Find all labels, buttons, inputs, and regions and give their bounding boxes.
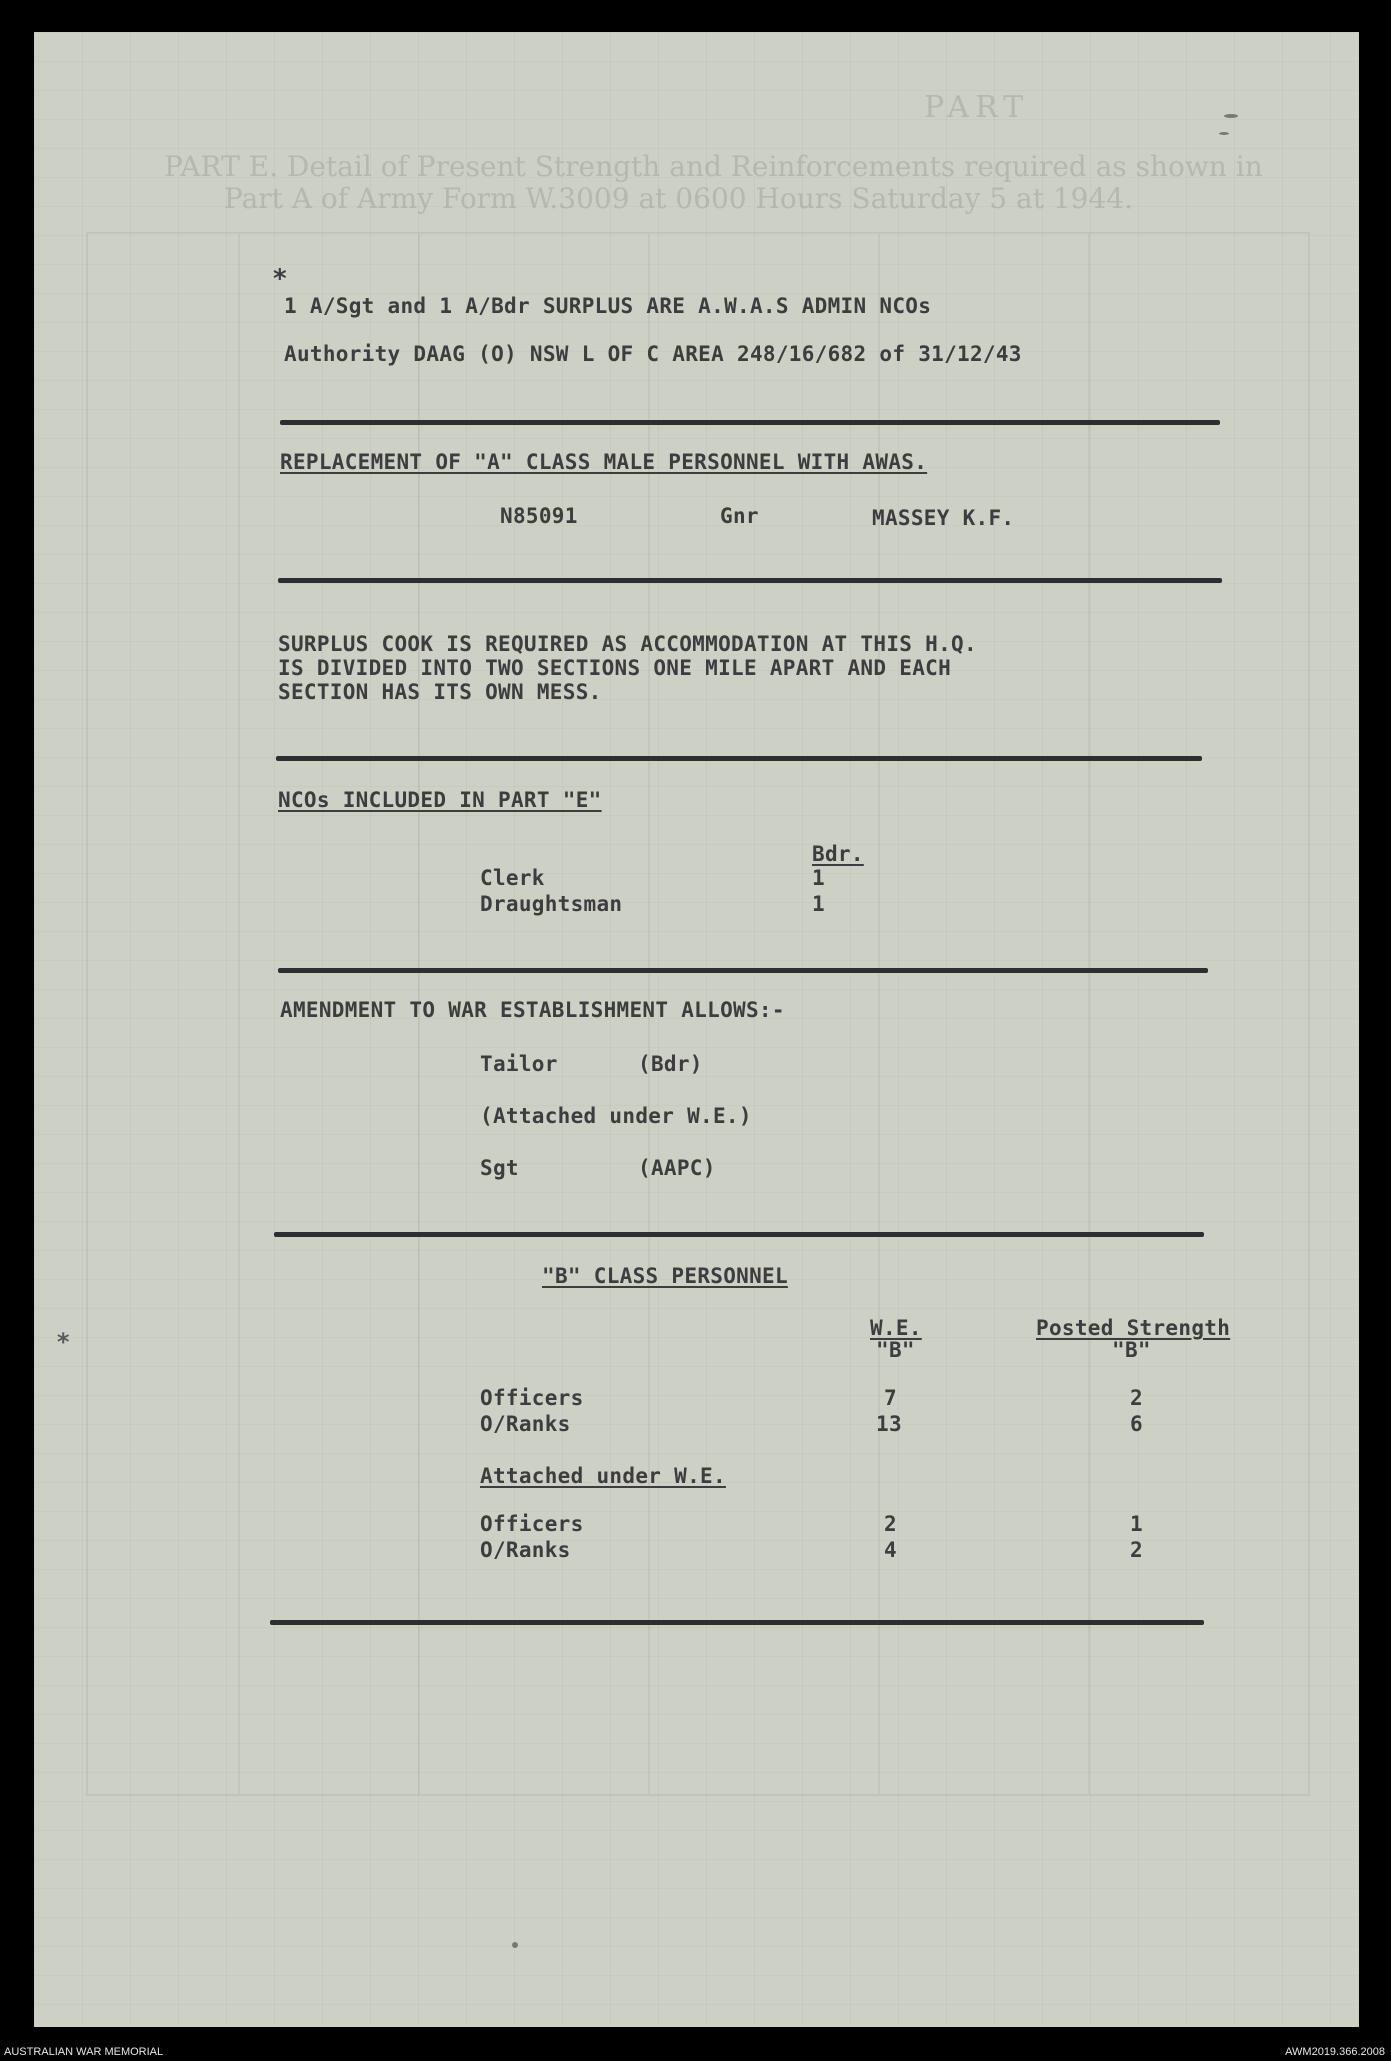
b-class-attached-row-posted: 1	[1130, 1512, 1143, 1536]
b-class-posted-sub: "B"	[1112, 1338, 1151, 1362]
cook-note-line2: IS DIVIDED INTO TWO SECTIONS ONE MILE APART AND EACH	[278, 656, 952, 680]
divider-rule	[270, 1620, 1204, 1625]
b-class-row-posted: 2	[1130, 1386, 1143, 1410]
faint-form-title-line1: PART E. Detail of Present Strength and Reinforcements required as shown in	[164, 150, 1263, 183]
b-class-attached-row-label: O/Ranks	[480, 1538, 571, 1562]
b-class-attached-row-posted: 2	[1130, 1538, 1143, 1562]
ncos-row-value: 1	[812, 866, 825, 890]
b-class-attached-row-we: 2	[884, 1512, 897, 1536]
margin-asterisk: *	[56, 1328, 71, 1356]
divider-rule	[278, 968, 1208, 973]
divider-rule	[280, 420, 1220, 425]
b-class-attached-row-we: 4	[884, 1538, 897, 1562]
ink-speck	[512, 1942, 518, 1948]
amendment-tailor: Tailor	[480, 1052, 558, 1076]
b-class-attached-heading: Attached under W.E.	[480, 1464, 726, 1488]
replacement-rank: Gnr	[720, 504, 759, 528]
b-class-attached-row-label: Officers	[480, 1512, 584, 1536]
document-page	[34, 32, 1359, 2027]
surplus-ncos-line: 1 A/Sgt and 1 A/Bdr SURPLUS ARE A.W.A.S ADMIN NCOs	[284, 294, 932, 318]
ncos-row-label: Clerk	[480, 866, 545, 890]
ncos-heading: NCOs INCLUDED IN PART "E"	[278, 788, 602, 812]
ink-speck	[1224, 114, 1238, 118]
ncos-col-header: Bdr.	[812, 842, 864, 866]
replacement-heading: REPLACEMENT OF "A" CLASS MALE PERSONNEL WITH AWAS.	[280, 450, 928, 474]
replacement-number: N85091	[500, 504, 578, 528]
ncos-row-label: Draughtsman	[480, 892, 623, 916]
b-class-row-we: 13	[876, 1412, 902, 1436]
b-class-we-header: W.E.	[870, 1316, 922, 1340]
divider-rule	[278, 578, 1222, 583]
amendment-sgt: Sgt	[480, 1156, 519, 1180]
b-class-heading: "B" CLASS PERSONNEL	[542, 1264, 788, 1288]
cook-note-line1: SURPLUS COOK IS REQUIRED AS ACCOMMODATION AT THIS H.Q.	[278, 632, 977, 656]
faint-form-heading: PART	[924, 90, 1030, 125]
ink-speck	[1219, 132, 1229, 135]
amendment-attached: (Attached under W.E.)	[480, 1104, 752, 1128]
faint-form-title-line2: Part A of Army Form W.3009 at 0600 Hours Saturday 5 at 1944.	[224, 182, 1134, 215]
b-class-row-we: 7	[884, 1386, 897, 1410]
b-class-row-label: O/Ranks	[480, 1412, 571, 1436]
footer-catalogue-id: AWM2019.366.2008	[1285, 2046, 1385, 2058]
amendment-sgt-unit: (AAPC)	[638, 1156, 716, 1180]
b-class-we-sub: "B"	[876, 1338, 915, 1362]
amendment-tailor-rank: (Bdr)	[638, 1052, 703, 1076]
footer-institution: AUSTRALIAN WAR MEMORIAL	[4, 2046, 164, 2058]
asterisk-mark: *	[272, 264, 288, 294]
b-class-posted-header: Posted Strength	[1036, 1316, 1231, 1340]
amendment-heading: AMENDMENT TO WAR ESTABLISHMENT ALLOWS:-	[280, 998, 785, 1022]
divider-rule	[276, 756, 1202, 761]
b-class-row-label: Officers	[480, 1386, 584, 1410]
b-class-row-posted: 6	[1130, 1412, 1143, 1436]
ncos-row-value: 1	[812, 892, 825, 916]
authority-line: Authority DAAG (O) NSW L OF C AREA 248/16/682 of 31/12/43	[284, 342, 1022, 366]
divider-rule	[274, 1232, 1204, 1237]
replacement-name: MASSEY K.F.	[872, 506, 1015, 530]
cook-note-line3: SECTION HAS ITS OWN MESS.	[278, 680, 602, 704]
